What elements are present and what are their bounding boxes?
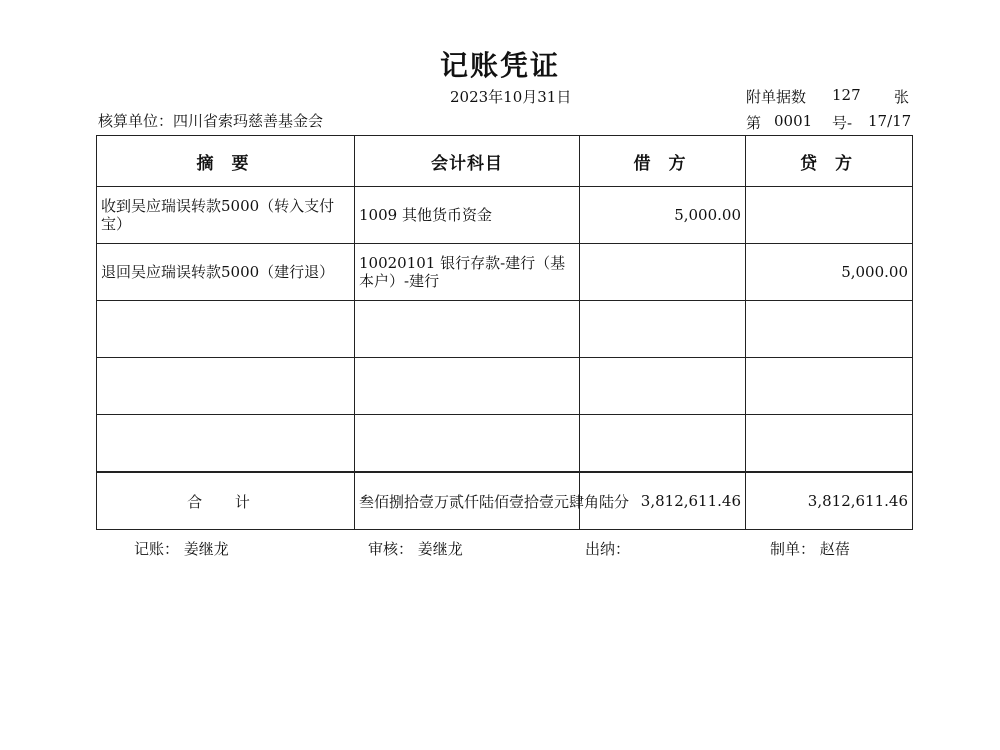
voucher-date: 2023年10月31日 bbox=[450, 88, 572, 106]
total-in-words: 叁佰捌拾壹万贰仟陆佰壹拾壹元肆角陆分 bbox=[355, 472, 580, 530]
table-header bbox=[97, 136, 913, 187]
attachment-label: 附单据数 bbox=[746, 88, 807, 106]
row-credit: 5,000.00 bbox=[746, 244, 913, 301]
table-row bbox=[97, 358, 913, 415]
row-debit bbox=[580, 301, 746, 358]
row-summary: 退回吴应瑞误转款5000（建行退） bbox=[97, 244, 355, 301]
row-account: 1009 其他货币资金 bbox=[355, 187, 580, 244]
accounting-unit bbox=[98, 110, 323, 131]
footer-bookkeeper: 记账： 姜继龙 bbox=[134, 540, 229, 558]
seq-prefix: 第 bbox=[746, 114, 762, 132]
footer-preparer: 制单： 赵蓓 bbox=[770, 540, 850, 558]
row-credit bbox=[746, 301, 913, 358]
table-row bbox=[97, 244, 913, 301]
footer-reviewer: 审核： 姜继龙 bbox=[368, 540, 463, 558]
header-account: 会计科目 bbox=[355, 136, 580, 187]
seq-number: 0001 bbox=[774, 112, 813, 130]
total-debit: 3,812,611.46 bbox=[580, 472, 746, 530]
total-credit: 3,812,611.46 bbox=[746, 472, 913, 530]
table-row bbox=[97, 187, 913, 244]
row-credit bbox=[746, 358, 913, 415]
header-debit: 借 方 bbox=[580, 136, 746, 187]
row-account bbox=[355, 358, 580, 415]
voucher-title: 记账凭证 bbox=[439, 49, 560, 82]
total-label: 合 计 bbox=[97, 472, 355, 530]
row-credit bbox=[746, 415, 913, 473]
row-account bbox=[355, 301, 580, 358]
unit-label: 核算单位： bbox=[98, 112, 174, 130]
header-summary: 摘 要 bbox=[97, 136, 355, 187]
unit-name: 四川省索玛慈善基金会 bbox=[173, 112, 324, 130]
row-summary bbox=[97, 358, 355, 415]
row-credit bbox=[746, 187, 913, 244]
row-debit bbox=[580, 415, 746, 473]
row-debit bbox=[580, 358, 746, 415]
row-summary: 收到吴应瑞误转款5000（转入支付宝） bbox=[97, 187, 355, 244]
attachment-number: 127 bbox=[832, 86, 861, 104]
row-account: 10020101 银行存款-建行（基本户）-建行 bbox=[355, 244, 580, 301]
row-summary bbox=[97, 301, 355, 358]
row-account bbox=[355, 415, 580, 473]
seq-page: 17/17 bbox=[868, 112, 912, 130]
row-summary bbox=[97, 415, 355, 473]
seq-mid: 号- bbox=[832, 114, 853, 132]
attachment-unit: 张 bbox=[894, 88, 910, 106]
row-debit bbox=[580, 244, 746, 301]
row-debit: 5,000.00 bbox=[580, 187, 746, 244]
table-row bbox=[97, 301, 913, 358]
header-credit: 贷 方 bbox=[746, 136, 913, 187]
table-row bbox=[97, 415, 913, 473]
footer-cashier: 出纳： bbox=[585, 540, 631, 558]
voucher-table bbox=[96, 135, 913, 530]
total-row bbox=[97, 472, 913, 530]
